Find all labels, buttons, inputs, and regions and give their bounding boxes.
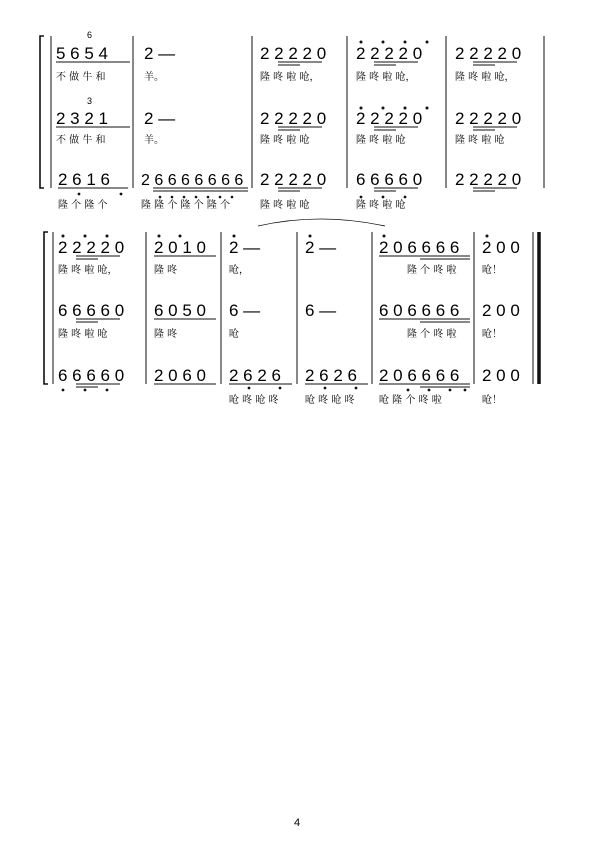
s1-m1-bass-lyrics: 隆 个 隆 个 <box>58 200 108 211</box>
s2-m2-alto-lyrics: 隆 咚 <box>154 329 178 340</box>
s1-m3-soprano-notes: 2 2 2 2 0 <box>260 44 327 63</box>
s2-m5-alto-lyrics: 隆 个 咚 啦 <box>407 329 457 340</box>
system-2 <box>44 232 539 406</box>
octave-dots-low <box>78 193 407 199</box>
s2-m5-bass-notes: 2 0 6 6 6 6 <box>379 366 460 385</box>
s1-m4-soprano-notes: 2 2 2 2 0 <box>356 44 423 63</box>
s1-m1-soprano-notes: 5 6 5 4 <box>56 44 108 63</box>
s1-m3-alto-lyrics: 隆 咚 啦 呛 <box>260 135 310 146</box>
s2-m4-bass-notes: 2 6 2 6 <box>305 366 357 385</box>
s1-m4-soprano-lyrics: 隆 咚 啦 呛， <box>356 72 416 83</box>
s2-m2-soprano-notes: 2 0 1 0 <box>154 238 206 257</box>
s2-m5-soprano-lyrics: 隆 个 咚 啦 <box>407 265 457 276</box>
s2-m3-alto-notes: 6 — <box>229 301 261 320</box>
s2-m5-alto-notes: 6 0 6 6 6 6 <box>379 301 460 320</box>
s2-m1-alto-notes: 6 6 6 6 0 <box>58 301 125 320</box>
s2-m2-alto-notes: 6 0 5 0 <box>154 301 206 320</box>
s2-m1-alto-lyrics: 隆 咚 啦 呛 <box>58 329 108 340</box>
s2-m3-alto-lyrics: 呛 <box>229 329 239 340</box>
system-bracket <box>44 232 48 384</box>
s1-m5-soprano-notes: 2 2 2 2 0 <box>455 44 522 63</box>
s2-m6-alto-lyrics: 呛！ <box>482 329 502 340</box>
s2-m4-soprano-notes: 2 — <box>305 238 337 257</box>
s2-m3-soprano-lyrics: 呛， <box>229 265 249 276</box>
s2-m3-soprano-notes: 2 — <box>229 238 261 257</box>
s1-m3-soprano-lyrics: 隆 咚 啦 呛， <box>260 72 320 83</box>
s1-m2-soprano-notes: 2 — <box>144 44 176 63</box>
s1-m5-alto-lyrics: 隆 咚 啦 呛 <box>455 135 505 146</box>
s2-m6-soprano-notes: 2 0 0 <box>482 238 520 257</box>
s1-m1-soprano-lyrics: 不 做 牛 和 <box>56 72 106 83</box>
s2-m3-bass-lyrics: 呛 咚 呛 咚 <box>229 395 279 406</box>
s1-m2-alto-lyrics: 羊。 <box>144 135 164 146</box>
s2-m4-bass-lyrics: 呛 咚 呛 咚 <box>305 395 355 406</box>
s1-m1-bass-notes: 2 6 1 6 <box>58 170 110 189</box>
s1-m1-grace-note: 3 <box>87 96 93 106</box>
s2-m1-bass-notes: 6 6 6 6 0 <box>58 366 125 385</box>
s1-m5-bass-notes: 2 2 2 2 0 <box>455 170 522 189</box>
s2-m2-soprano-lyrics: 隆 咚 <box>154 265 178 276</box>
octave-dots-low <box>62 387 467 392</box>
system-bracket <box>40 36 44 188</box>
s2-m5-soprano-notes: 2 0 6 6 6 6 <box>379 238 460 257</box>
s2-m1-soprano-notes: 2 2 2 2 0 <box>58 238 125 257</box>
s1-m4-bass-lyrics: 隆 咚 啦 呛 <box>356 200 406 211</box>
s1-m1-alto-notes: 2 3 2 1 <box>56 109 108 128</box>
s1-m4-alto-notes: 2 2 2 2 0 <box>356 109 423 128</box>
s1-m4-alto-lyrics: 隆 咚 啦 呛 <box>356 135 406 146</box>
s1-m4-bass-notes: 6 6 6 6 0 <box>356 170 423 189</box>
s2-m5-bass-lyrics: 呛 隆 个 咚 啦 <box>379 395 442 406</box>
s1-m2-alto-notes: 2 — <box>144 109 176 128</box>
s2-m6-bass-lyrics: 呛！ <box>482 395 502 406</box>
s1-m2-soprano-lyrics: 羊。 <box>144 72 164 83</box>
tie-arc <box>258 219 385 226</box>
s2-m3-bass-notes: 2 6 2 6 <box>229 366 281 385</box>
s1-m1-grace-note: 6 <box>87 30 93 40</box>
s1-m3-bass-lyrics: 隆 咚 啦 呛 <box>260 200 310 211</box>
s2-m2-bass-notes: 2 0 6 0 <box>154 366 206 385</box>
s1-m5-alto-notes: 2 2 2 2 0 <box>455 109 522 128</box>
s2-m6-alto-notes: 2 0 0 <box>482 301 520 320</box>
s1-m3-alto-notes: 2 2 2 2 0 <box>260 109 327 128</box>
s2-m4-alto-notes: 6 — <box>305 301 337 320</box>
s1-m5-soprano-lyrics: 隆 咚 啦 呛， <box>455 72 515 83</box>
s2-m1-soprano-lyrics: 隆 咚 啦 呛， <box>58 265 118 276</box>
s2-m6-bass-notes: 2 0 0 <box>482 366 520 385</box>
system-1 <box>40 30 544 226</box>
s2-m6-soprano-lyrics: 呛！ <box>482 265 502 276</box>
page-number: 4 <box>294 817 301 829</box>
s1-m1-alto-lyrics: 不 做 牛 和 <box>56 135 106 146</box>
s1-m2-bass-lyrics: 隆 隆 个 隆 个 隆 个 <box>141 200 231 211</box>
s1-m3-bass-notes: 2 2 2 2 0 <box>260 170 327 189</box>
s1-m2-bass-notes: 2 6 6 6 6 6 6 6 <box>141 172 244 189</box>
